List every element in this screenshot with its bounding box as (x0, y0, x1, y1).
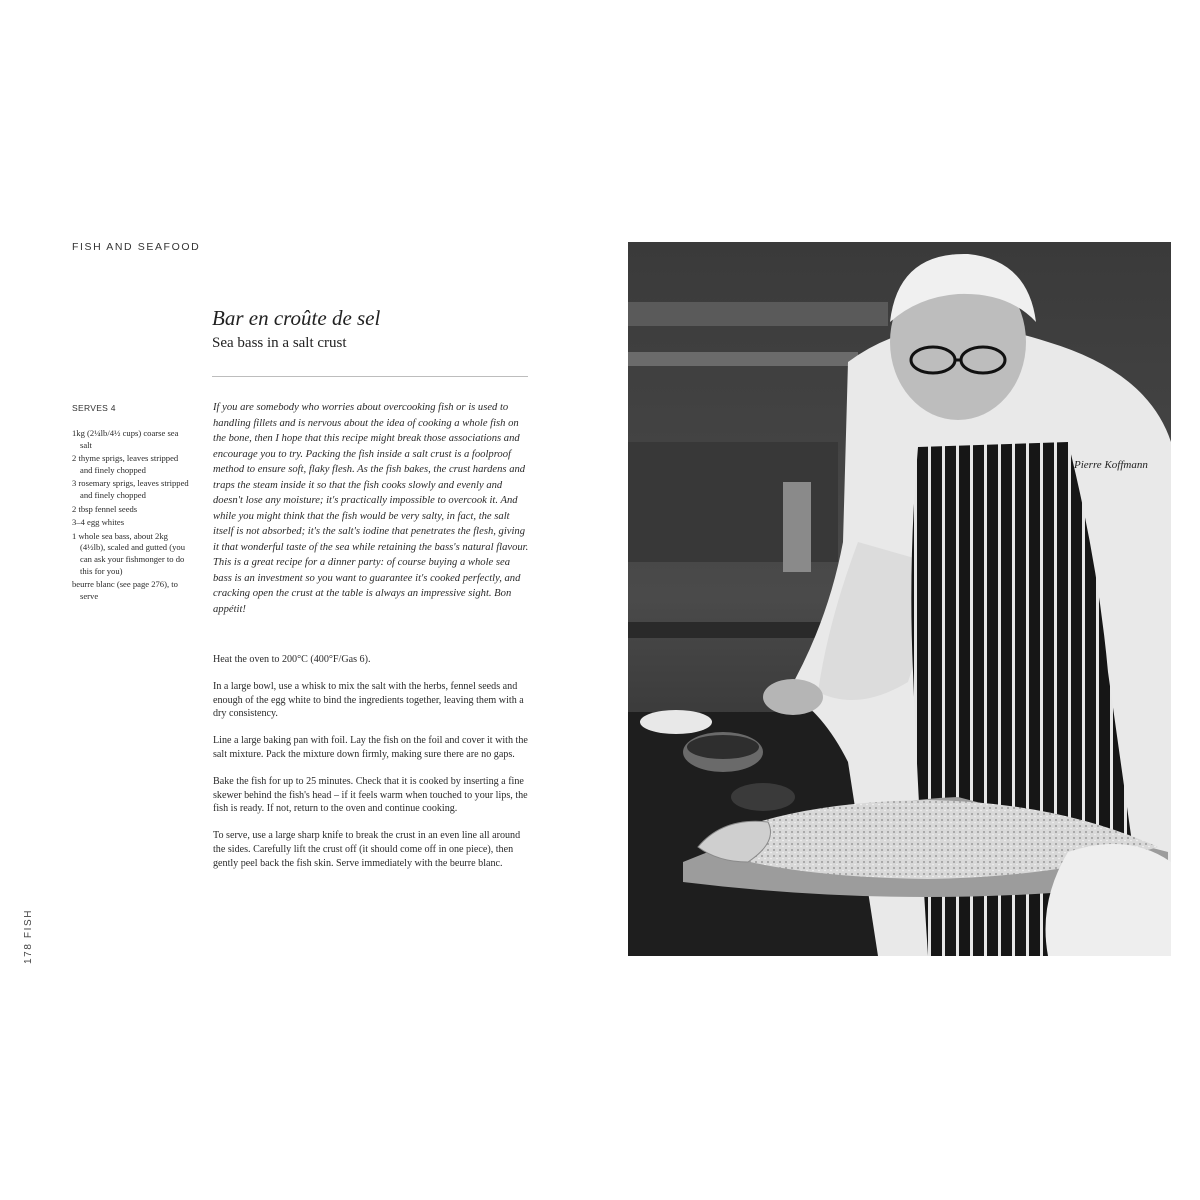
jacket-embroidery: Pierre Koffmann (1074, 459, 1148, 471)
title-divider (212, 376, 528, 377)
method-step: Bake the fish for up to 25 minutes. Check that it is cooked by inserting a fine skewer behind the fish's head – if it feels warm when touched to your lips, the fish is ready. If not, return to the oven and continue cooking. (213, 776, 528, 815)
ingredient-item: beurre blanc (see page 276), to serve (72, 579, 178, 601)
recipe-introduction: If you are somebody who worries about overcooking fish or is used to handling fillets and is nervous about the idea of cooking a whole fish on the bone, then I hope that this recipe might break those associations and encourage you to try. Packing the fish inside a salt crust is a foolproof method to ensure soft, flaky flesh. As the fish bakes, the crust hardens and traps the steam inside it so that the fish cooks slowly and evenly and doesn't lose any moisture; it's practically impossible to overcook it. And while you might think that the fish would be very salty, in fact, the salt itself is not absorbed; it's the salt's iodine that penetrates the flesh, giving it that wonderful taste of the sea while retaining the bass's natural flavour. This is a great recipe for a dinner party: of course buying a whole sea bass is an investment so you want to guarantee it's cooked perfectly, and cracking open the crust at the table is always an impressive sight. Bon appétit! (213, 402, 529, 615)
page-folio: 178 FISH (23, 908, 34, 964)
method-step: Line a large baking pan with foil. Lay the fish on the foil and cover it with the salt mixture. Pack the mixture down firmly, making sure there are no gaps. (213, 735, 528, 760)
method-step: Heat the oven to 200°C (400°F/Gas 6). (213, 654, 371, 665)
chef-photo (628, 242, 1171, 956)
section-label: FISH AND SEAFOOD (72, 241, 201, 253)
ingredient-item: 1 whole sea bass, about 2kg (4½lb), scaled and gutted (you can ask your fishmonger to do this for you) (72, 530, 186, 576)
ingredient-item: 2 tbsp fennel seeds (72, 503, 138, 514)
ingredient-item: 3–4 egg whites (72, 517, 125, 528)
recipe-title-english: Sea bass in a salt crust (212, 335, 347, 351)
serves-label: SERVES 4 (72, 403, 116, 413)
method-step: In a large bowl, use a whisk to mix the salt with the herbs, fennel seeds and enough of the egg white to bind the ingredients together, leaving them with a dry consistency. (213, 681, 524, 720)
method-steps (213, 653, 531, 884)
recipe-title-french: Bar en croûte de sel (212, 306, 381, 330)
ingredient-item: 3 rosemary sprigs, leaves stripped and finely chopped (72, 478, 189, 500)
ingredient-item: 1kg (2¼lb/4½ cups) coarse sea salt (72, 428, 179, 450)
ingredient-list (72, 428, 190, 604)
ingredient-item: 2 thyme sprigs, leaves stripped and finely chopped (72, 453, 179, 475)
method-step: To serve, use a large sharp knife to break the crust in an even line all around the sides. Carefully lift the crust off (it should come off in one piece), then gently peel back the fish skin. Serve immediately with the beurre blanc. (213, 830, 521, 869)
